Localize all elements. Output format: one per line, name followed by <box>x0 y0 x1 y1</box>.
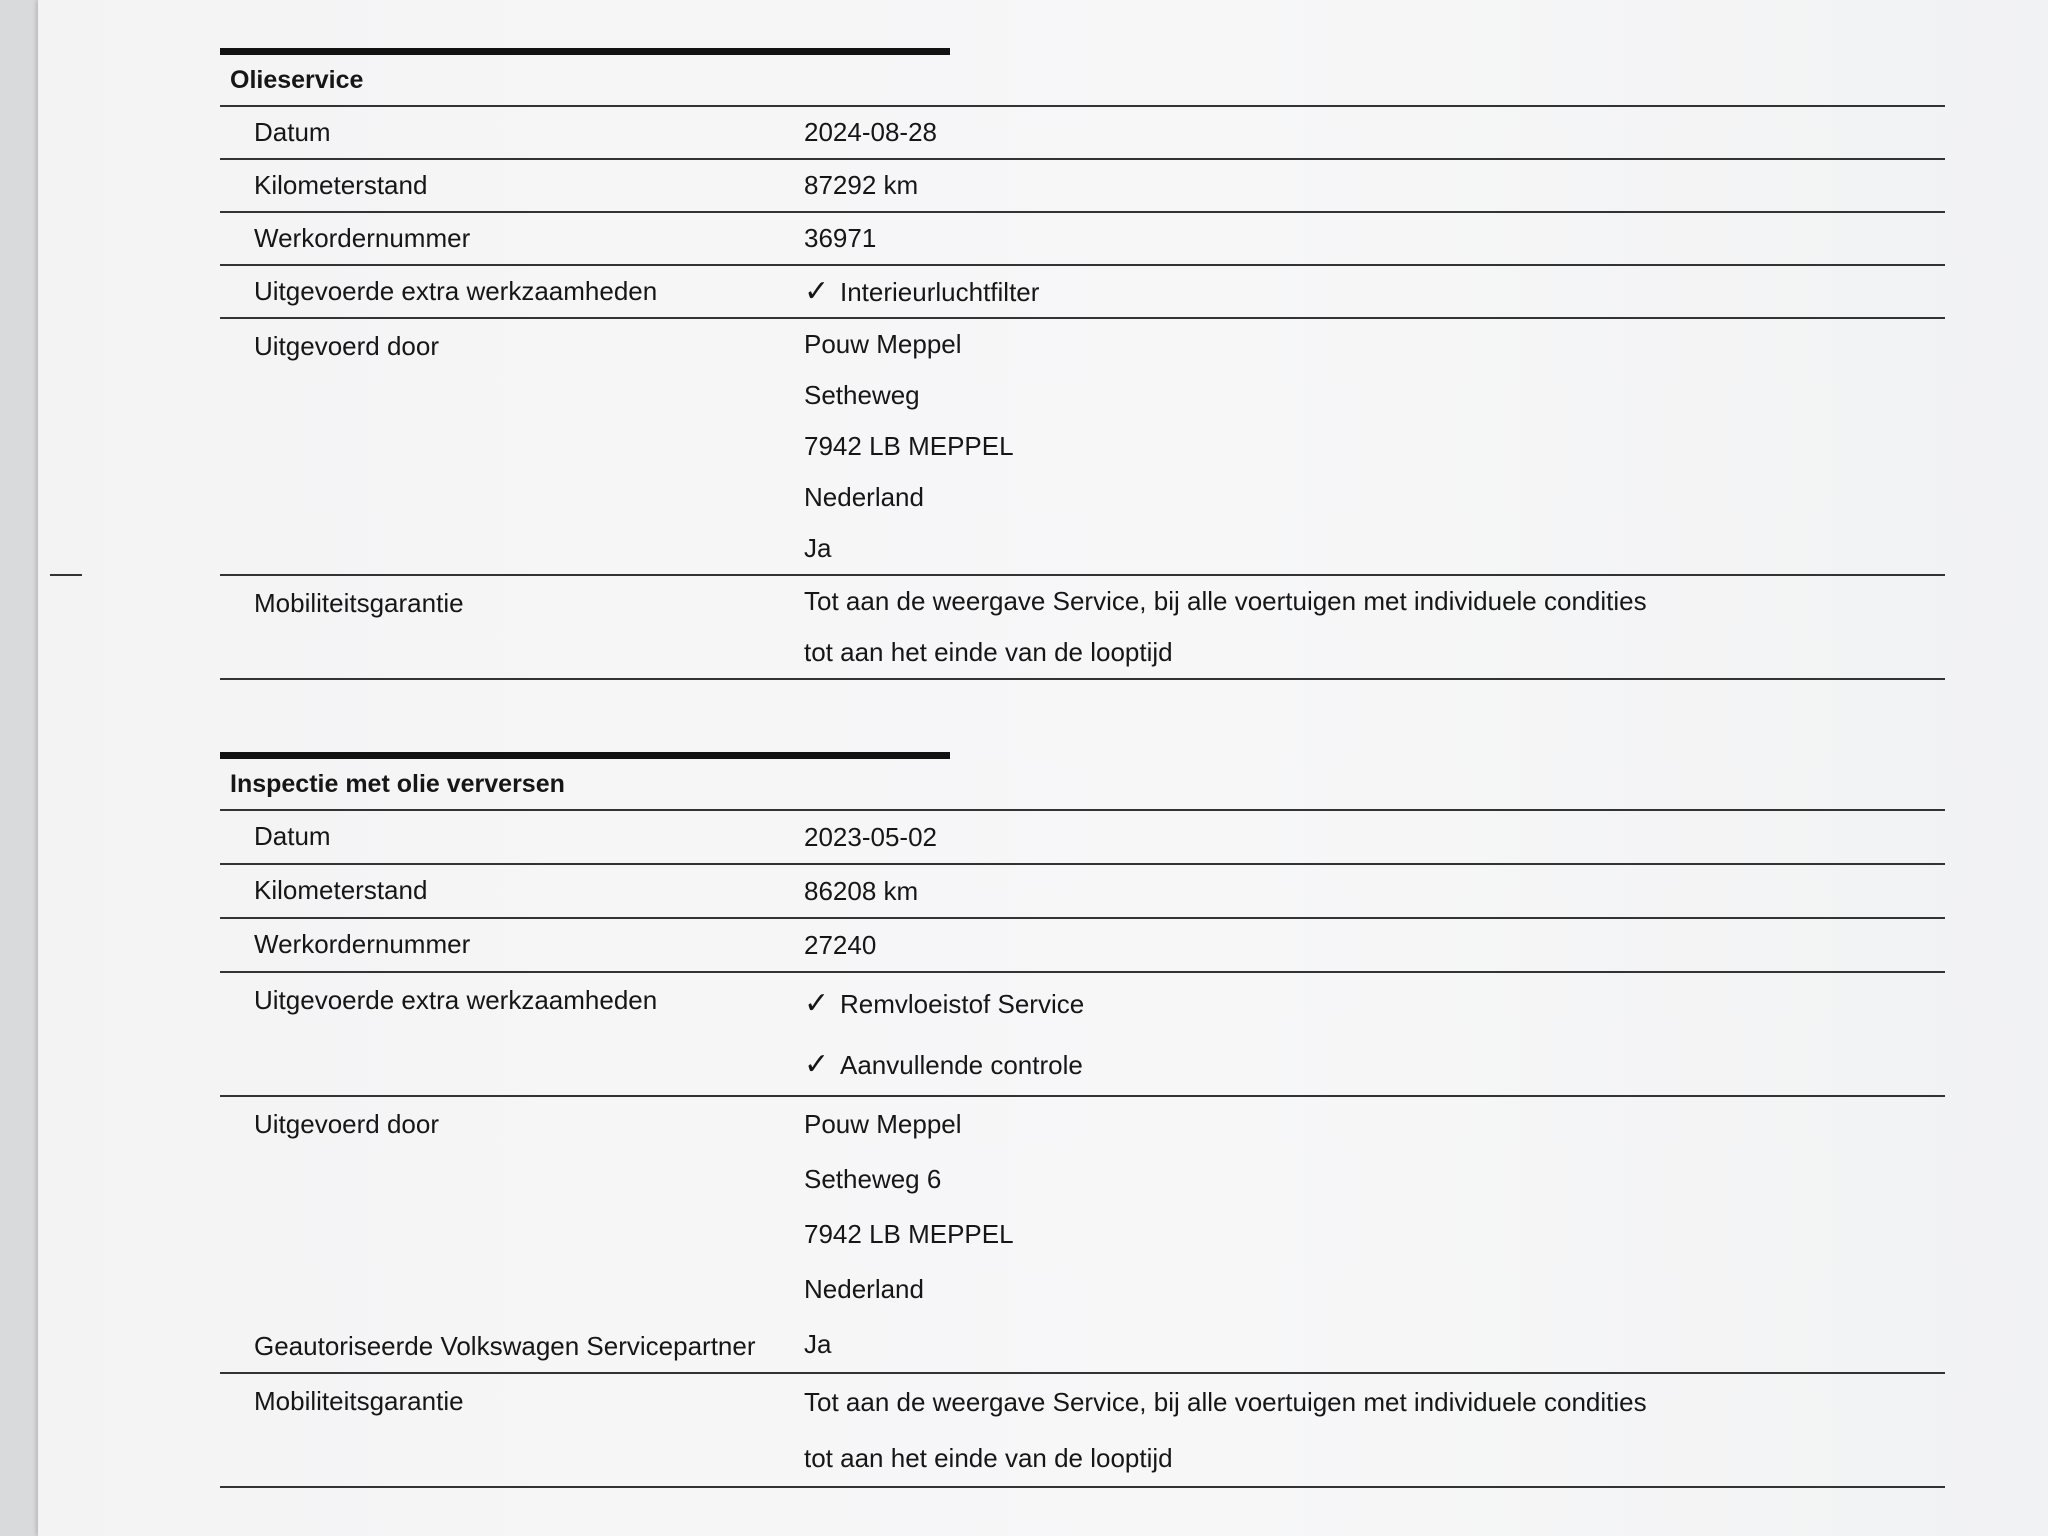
row-label: Werkordernummer <box>254 929 471 959</box>
checked-item <box>804 266 1945 317</box>
row-label: Mobiliteitsgarantie <box>254 588 464 618</box>
row-value <box>800 160 1945 211</box>
row-label: Mobiliteitsgarantie <box>254 1386 464 1416</box>
value-line: 7942 LB MEPPEL <box>804 1219 1014 1249</box>
value-line: 2023-05-02 <box>804 822 937 852</box>
row-label: Uitgevoerde extra werkzaamheden <box>254 985 658 1015</box>
section-bar <box>220 48 950 55</box>
checked-item-label: Interieurluchtfilter <box>840 277 1040 307</box>
row-label: Kilometerstand <box>254 875 428 905</box>
edge-mark <box>50 574 82 576</box>
row-mobiliteitsgarantie <box>220 1374 1945 1488</box>
section-bar <box>220 752 950 759</box>
section-title: Inspectie met olie verversen <box>220 759 1945 811</box>
row-werkordernummer <box>220 213 1945 266</box>
value-line: 7942 LB MEPPEL <box>804 431 1014 461</box>
row-value <box>800 319 1945 574</box>
value-line: Tot aan de weergave Service, bij alle voertuigen met individuele condities <box>804 1387 1647 1417</box>
checked-item-label: Aanvullende controle <box>840 1050 1083 1080</box>
section-title: Olieservice <box>220 55 1945 107</box>
row-datum <box>220 811 1945 865</box>
value-line: Nederland <box>804 482 924 512</box>
row-value <box>800 1374 1945 1486</box>
row-label: Uitgevoerd door <box>254 1109 439 1139</box>
row-label: Kilometerstand <box>254 170 428 200</box>
row-label: Uitgevoerde extra werkzaamheden <box>254 276 658 306</box>
checked-item <box>804 1035 1945 1095</box>
value-line: Pouw Meppel <box>804 329 962 359</box>
row-value <box>800 213 1945 264</box>
row-label: Datum <box>254 117 331 147</box>
value-line: 86208 km <box>804 876 919 906</box>
row-value <box>800 266 1945 317</box>
checkmark-icon: ✓ <box>804 987 830 1020</box>
value-line: Ja <box>804 1329 832 1359</box>
section-olieservice <box>220 48 1945 680</box>
value-line: Ja <box>804 533 832 563</box>
checkmark-icon: ✓ <box>804 1048 830 1081</box>
row-mobiliteitsgarantie <box>220 576 1945 680</box>
value-line: tot aan het einde van de looptijd <box>804 637 1173 667</box>
row-value <box>800 107 1945 158</box>
row-value <box>800 576 1945 678</box>
row-value <box>800 811 1945 863</box>
row-kilometerstand <box>220 160 1945 213</box>
value-line: Tot aan de weergave Service, bij alle voertuigen met individuele condities <box>804 586 1647 616</box>
row-value <box>800 865 1945 917</box>
value-line: 27240 <box>804 930 877 960</box>
row-value <box>800 1097 1945 1372</box>
checkmark-icon: ✓ <box>804 275 830 308</box>
row-werkordernummer <box>220 919 1945 973</box>
value-line: 87292 km <box>804 170 919 200</box>
section-inspectie <box>220 752 1945 1488</box>
row-datum <box>220 107 1945 160</box>
row-kilometerstand <box>220 865 1945 919</box>
row-label: Werkordernummer <box>254 223 471 253</box>
checked-item-label: Remvloeistof Service <box>840 989 1085 1019</box>
value-line: Setheweg <box>804 380 920 410</box>
row-label: Uitgevoerd door <box>254 331 439 361</box>
row-value <box>800 919 1945 971</box>
value-line: 2024-08-28 <box>804 117 937 147</box>
checked-item <box>804 973 1945 1035</box>
value-line: 36971 <box>804 223 877 253</box>
value-line: Setheweg 6 <box>804 1164 942 1194</box>
row-extra-werkzaamheden <box>220 973 1945 1097</box>
value-line: Pouw Meppel <box>804 1109 962 1139</box>
row-label-group <box>220 1097 800 1372</box>
row-extra-werkzaamheden <box>220 266 1945 319</box>
value-line: Nederland <box>804 1274 924 1304</box>
row-value <box>800 973 1945 1095</box>
row-uitgevoerd-door <box>220 319 1945 576</box>
row-label: Datum <box>254 821 331 851</box>
row-uitgevoerd-door <box>220 1097 1945 1374</box>
value-line: tot aan het einde van de looptijd <box>804 1443 1173 1473</box>
row-label: Geautoriseerde Volkswagen Servicepartner <box>254 1331 756 1361</box>
